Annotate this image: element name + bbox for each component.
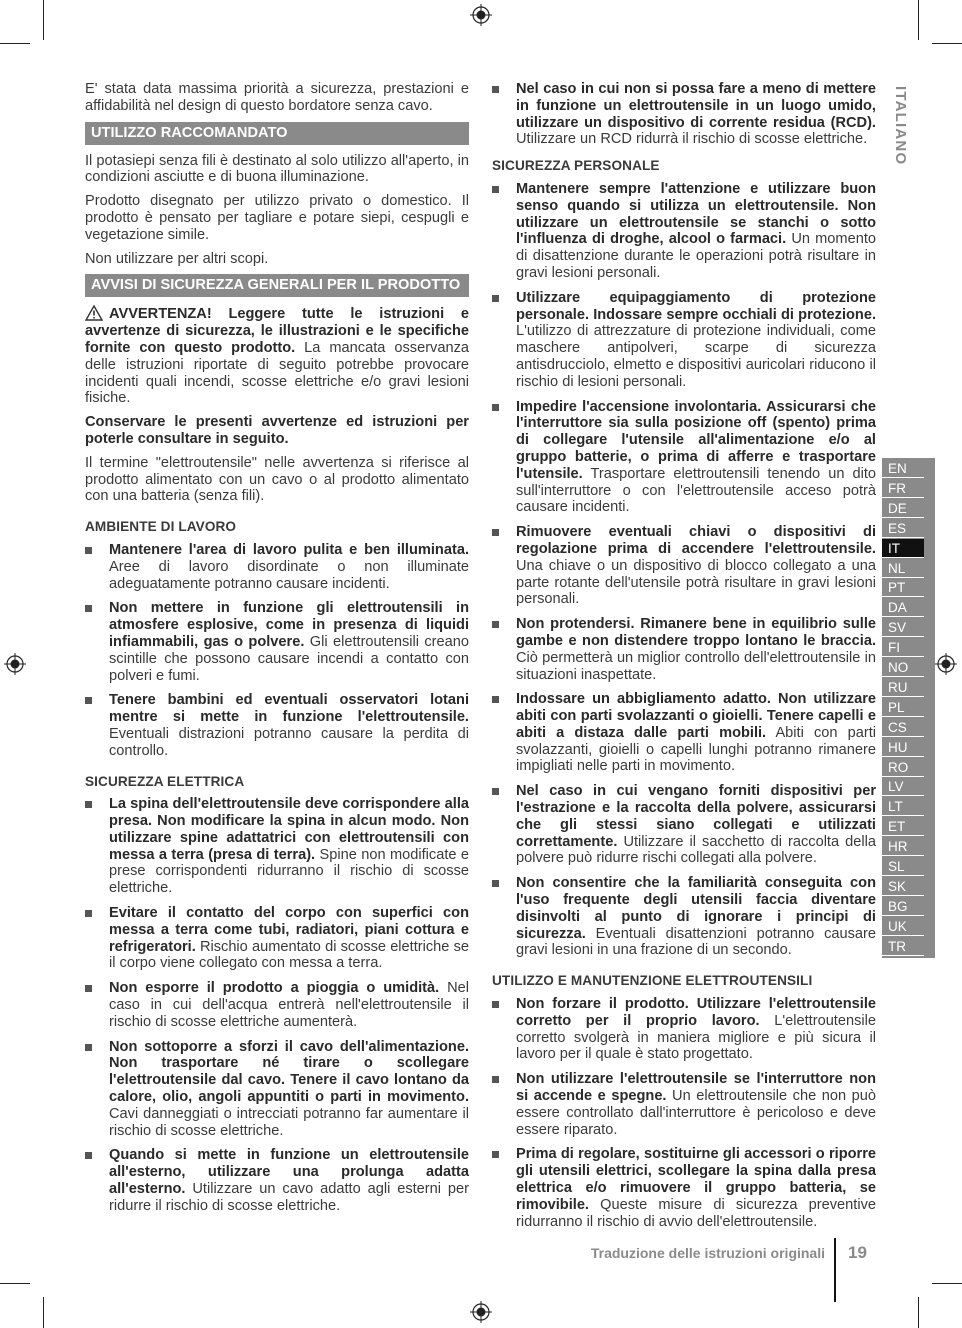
warning-bold-text: AVVERTENZA! Leggere tutte le istruzioni e avvertenze di sicurezza, le illustrazioni e le specifiche fornite con questo prodotto. [85,306,469,356]
bullet-square-icon [85,985,92,992]
list-item-bold: Mantenere l'area di lavoro pulita e ben illuminata. [109,541,469,558]
list-item-bold: Evitare il contatto del corpo con superfici con messa a terra come tubi, radiatori, piani cottura e refrigeratori. [109,905,469,955]
list-item [85,1147,469,1214]
paragraph: Prodotto disegnato per utilizzo privato o domestico. Il prodotto è pensato per tagliare e potare siepi, cespugli e vegetazione simile. [85,193,469,243]
list-item-text: Eventuali distrazioni potranno causare la perdita di controllo. [109,725,469,759]
section-heading-recommended-use: UTILIZZO RACCOMANDATO [85,122,469,145]
language-tab-de[interactable]: DE [882,499,924,518]
footer-translation-note: Traduzione delle istruzioni originali [590,1245,825,1261]
language-tab-ru[interactable]: RU [882,678,924,697]
language-tab-sl[interactable]: SL [882,857,924,876]
list-item-text: Eventuali disattenzioni potranno causare gravi lesioni in una frazione di un secondo. [516,925,876,959]
list-item [85,796,469,897]
registration-mark-icon [935,653,957,675]
language-tab-hr[interactable]: HR [882,837,924,856]
warning-text: La mancata osservanza delle istruzioni riportate di seguito potrebbe provocare incidenti quali incendi, scosse elettriche e/o gravi lesioni fisiche. [85,339,469,407]
list-item-text: Un elettroutensile che non può essere controllato dall'interruttore è pericoloso e deve essere riparato. [516,1088,876,1138]
language-tab-bg[interactable]: BG [882,897,924,916]
language-tab-fi[interactable]: FI [882,638,924,657]
list-item-text: Utilizzare un cavo adatto agli esterni per ridurre il rischio di scosse elettriche. [109,1181,469,1214]
list-item-bold: Non utilizzare l'elettroutensile se l'interruttore non si accende e spegne. [516,1071,876,1105]
bullet-square-icon [492,529,499,536]
warning-triangle-icon [85,305,103,321]
list-item-bold: Non protendersi. Rimanere bene in equilibrio sulle gambe e non distendere troppo lontano le braccia. [516,616,876,649]
list-item [492,996,876,1063]
footer-divider [834,1238,836,1302]
bullet-square-icon [85,801,92,808]
list-item-text: Aree di lavoro disordinate o non illuminate adeguatamente potranno causare incidenti. [109,558,469,592]
list-item [492,691,876,775]
list-item-text: Un momento di disattenzione durante le operazioni potrà risultare in gravi lesioni personali. [516,231,876,281]
subheading-personal-safety: SICUREZZA PERSONALE [492,158,660,174]
crop-mark-icon [918,0,919,40]
crop-mark-icon [43,1297,44,1328]
language-tab-pt[interactable]: PT [882,578,924,597]
bullet-square-icon [492,295,499,302]
language-tab-ro[interactable]: RO [882,758,924,777]
keep-instructions [85,414,469,448]
list-item [85,692,469,759]
rcd-list [492,81,876,148]
list-item-text: Cavi danneggiati o intrecciati potranno far aumentare il rischio di scosse elettriche. [109,1105,469,1139]
language-tab-da[interactable]: DA [882,598,924,617]
list-item [492,290,876,391]
keep-instructions-text: Conservare le presenti avvertenze ed istruzioni per poterle consultare in seguito. [85,414,469,447]
list-item-text: Rischio aumentato di scosse elettriche se il corpo viene collegato con messa a terra. [109,938,469,972]
bullet-square-icon [492,86,499,93]
electrical-safety-list [85,796,469,1214]
list-item [85,905,469,972]
bullet-square-icon [85,910,92,917]
list-item-bold: Nel caso in cui non si possa fare a meno di mettere in funzione un elettroutensile in un luogo umido, utilizzare un dispositivo di corrente residua (RCD). [516,81,876,131]
language-tab-sv[interactable]: SV [882,618,924,637]
language-tab-tr[interactable]: TR [882,937,924,956]
list-item-text: Spine non modificate e prese corrispondenti ridurranno il rischio di scosse elettriche. [109,846,470,897]
list-item [492,399,876,517]
paragraph: Non utilizzare per altri scopi. [85,250,269,267]
crop-mark-icon [932,1283,962,1284]
list-item [492,181,876,282]
language-tab-it[interactable]: IT [882,539,924,558]
list-item [492,1146,876,1230]
language-tab-sk[interactable]: SK [882,877,924,896]
list-item-bold: Quando si mette in funzione un elettroutensile all'esterno, utilizzare una prolunga adatta all'esterno. [109,1147,469,1198]
crop-mark-icon [0,43,30,44]
list-item-text: Trasportare elettroutensili tenendo un dito sull'interruttore o con l'elettroutensile acceso potrà causare incidenti. [516,465,876,516]
list-item-bold: Non consentire che la familiarità conseguita con l'uso frequente degli utensili faccia diventare disinvolti al punto di ignorare i principi di sicurezza. [516,875,876,942]
crop-mark-icon [932,43,962,44]
crop-mark-icon [43,0,44,40]
bullet-square-icon [85,697,92,704]
list-item-text: Gli elettroutensili creano scintille che possono causare incendi a contatto con polveri e fumi. [109,633,469,684]
language-tab-pl[interactable]: PL [882,698,924,717]
crop-mark-icon [918,1297,919,1328]
language-tabs [882,458,935,958]
language-tab-lv[interactable]: LV [882,777,924,796]
language-tab-et[interactable]: ET [882,817,924,836]
registration-mark-icon [470,1301,492,1323]
tool-use-list [492,996,876,1230]
list-item [85,600,469,684]
bullet-square-icon [492,404,499,411]
list-item [492,616,876,683]
bullet-square-icon [492,621,499,628]
list-item-bold: Impedire l'accensione involontaria. Assicurarsi che l'interruttore sia sulla posizione off (spento) prima di collegare l'utensile all'alimentazione e/o al gruppo batterie, o prima di afferre e trasportare l'utensile. [516,398,876,482]
bullet-square-icon [492,1001,499,1008]
bullet-square-icon [85,1152,92,1159]
list-item-bold: Non forzare il prodotto. Utilizzare l'elettroutensile corretto per il proprio lavoro. [516,996,876,1029]
language-tab-fr[interactable]: FR [882,479,924,498]
list-item-text: Utilizzare il sacchetto di raccolta della polvere può ridurre rischi collegati alla polvere. [516,833,876,867]
list-item [85,980,469,1030]
intro-paragraph: E' stata data massima priorità a sicurezza, prestazioni e affidabilità nel design di questo bordatore senza cavo. [85,81,469,114]
bullet-square-icon [85,547,92,554]
language-tab-nl[interactable]: NL [882,559,924,578]
section-heading-general-safety: AVVISI DI SICUREZZA GENERALI PER IL PRODOTTO [85,274,469,297]
language-tab-hu[interactable]: HU [882,738,924,757]
list-item-text: L'utilizzo di attrezzature di protezione individuali, come maschere antipolveri, scarpe di sicurezza antisdrucciolo, elmetto e dispositivi auricolari riducono il rischio di lesioni personali. [516,323,876,390]
list-item-bold: Prima di regolare, sostituirne gli accessori o riporre gli utensili elettrici, scollegare la spina dalla presa elettrica e/o rimuovere il gruppo batteria, se rimovibile. [516,1146,876,1213]
bullet-square-icon [492,880,499,887]
list-item [85,1039,469,1140]
work-area-list [85,542,469,760]
list-item-bold: Utilizzare equipaggiamento di protezione personale. Indossare sempre occhiali di protezione. [516,289,876,323]
list-item [492,1071,876,1138]
left-column [85,81,469,1223]
bullet-square-icon [492,1151,499,1158]
list-item-bold: Rimuovere eventuali chiavi o dispositivi di regolazione prima di accendere l'elettroutensile. [516,524,876,557]
bullet-square-icon [492,696,499,703]
list-item-text: Una chiave o un dispositivo di blocco collegato a una parte rotante dell'utensile potrà risultare in gravi lesioni personali. [516,557,876,608]
list-item-text: Queste misure di sicurezza preventive ridurranno il rischio di avvio dell'elettroutensile. [516,1196,876,1230]
paragraph: Il potasiepi senza fili è destinato al solo utilizzo all'aperto, in condizioni asciutte e di buona illuminazione. [85,152,469,186]
list-item-bold: La spina dell'elettroutensile deve corrispondere alla presa. Non modificare la spina in alcun modo. Non utilizzare spine adattatrici con elettroutensili con messa a terra (presa di terra). [109,796,469,863]
subheading-electrical-safety: SICUREZZA ELETTRICA [85,773,245,789]
bullet-square-icon [85,605,92,612]
warning-paragraph [85,305,469,407]
list-item [85,542,469,592]
list-item-text: Abiti con parti svolazzanti, gioielli o capelli lunghi potranno rimanere impigliati nelle parti in movimento. [516,724,876,775]
side-language-title [888,86,916,176]
registration-mark-icon [470,4,492,26]
list-item-text: Ciò permetterà un miglior controllo dell'elettroutensile in situazioni inaspettate. [516,649,876,683]
language-tab-no[interactable]: NO [882,658,924,677]
right-column [492,81,876,1238]
bullet-square-icon [492,186,499,193]
bullet-square-icon [492,788,499,795]
list-item [492,81,876,148]
list-item-bold: Non sottoporre a sforzi il cavo dell'alimentazione. Non trasportare né tirare o scollegare l'elettroutensile dal cavo. Tenere il cavo lontano da calore, olio, angoli appuntiti o parti in movimento. [109,1038,469,1106]
language-tab-en[interactable]: EN [882,459,924,478]
subheading-tool-use: UTILIZZO E MANUTENZIONE ELETTROUTENSILI [492,973,813,989]
subheading-work-area: AMBIENTE DI LAVORO [85,519,237,535]
list-item-bold: Nel caso in cui vengano forniti dispositivi per l'estrazione e la raccolta della polvere, assicurarsi che gli stessi siano collegati e utilizzati correttamente. [516,783,876,850]
list-item [492,524,876,608]
side-language-title-text: ITALIANO [892,86,909,166]
language-tab-lt[interactable]: LT [882,797,924,816]
registration-mark-icon [4,653,26,675]
language-tab-es[interactable]: ES [882,519,924,538]
list-item [492,875,876,959]
list-item-bold: Non esporre il prodotto a pioggia o umidità. [109,980,440,997]
list-item-bold: Indossare un abbigliamento adatto. Non utilizzare abiti con parti svolazzanti o gioielli. Tenere capelli e abiti a distaza dalle parti mobili. [516,691,876,741]
list-item-text: Utilizzare un RCD ridurrà il rischio di scosse elettriche. [516,131,868,148]
list-item-bold: Mantenere sempre l'attenzione e utilizzare buon senso quando si utilizza un elettroutensile. Non utilizzare un elettroutensile se stanchi o sotto l'influenza di droghe, alcool o farmaci. [516,180,876,248]
crop-mark-icon [0,1283,30,1284]
list-item-text: Nel caso in cui dell'acqua entrerà nell'elettroutensile il rischio di scosse elettriche aumenterà. [109,980,469,1030]
language-tab-cs[interactable]: CS [882,718,924,737]
bullet-square-icon [492,1076,499,1083]
language-tab-uk[interactable]: UK [882,917,924,936]
term-definition: Il termine "elettroutensile" nelle avvertenza si riferisce al prodotto alimentato con un cavo o al prodotto alimentato con una batteria (senza fili). [85,454,469,505]
page-number: 19 [848,1243,867,1262]
personal-safety-list [492,181,876,959]
list-item-text: L'elettroutensile corretto svolgerà in maniera migliore e più sicura il lavoro per il quale è stato progettato. [516,1012,876,1063]
list-item [492,783,876,867]
list-item-bold: Non mettere in funzione gli elettroutensili in atmosfere esplosive, come in presenza di liquidi infiammabili, gas o polvere. [109,600,469,650]
list-item-bold: Tenere bambini ed eventuali osservatori lotani mentre si mette in funzione l'elettroutensile. [109,692,469,726]
bullet-square-icon [85,1044,92,1051]
